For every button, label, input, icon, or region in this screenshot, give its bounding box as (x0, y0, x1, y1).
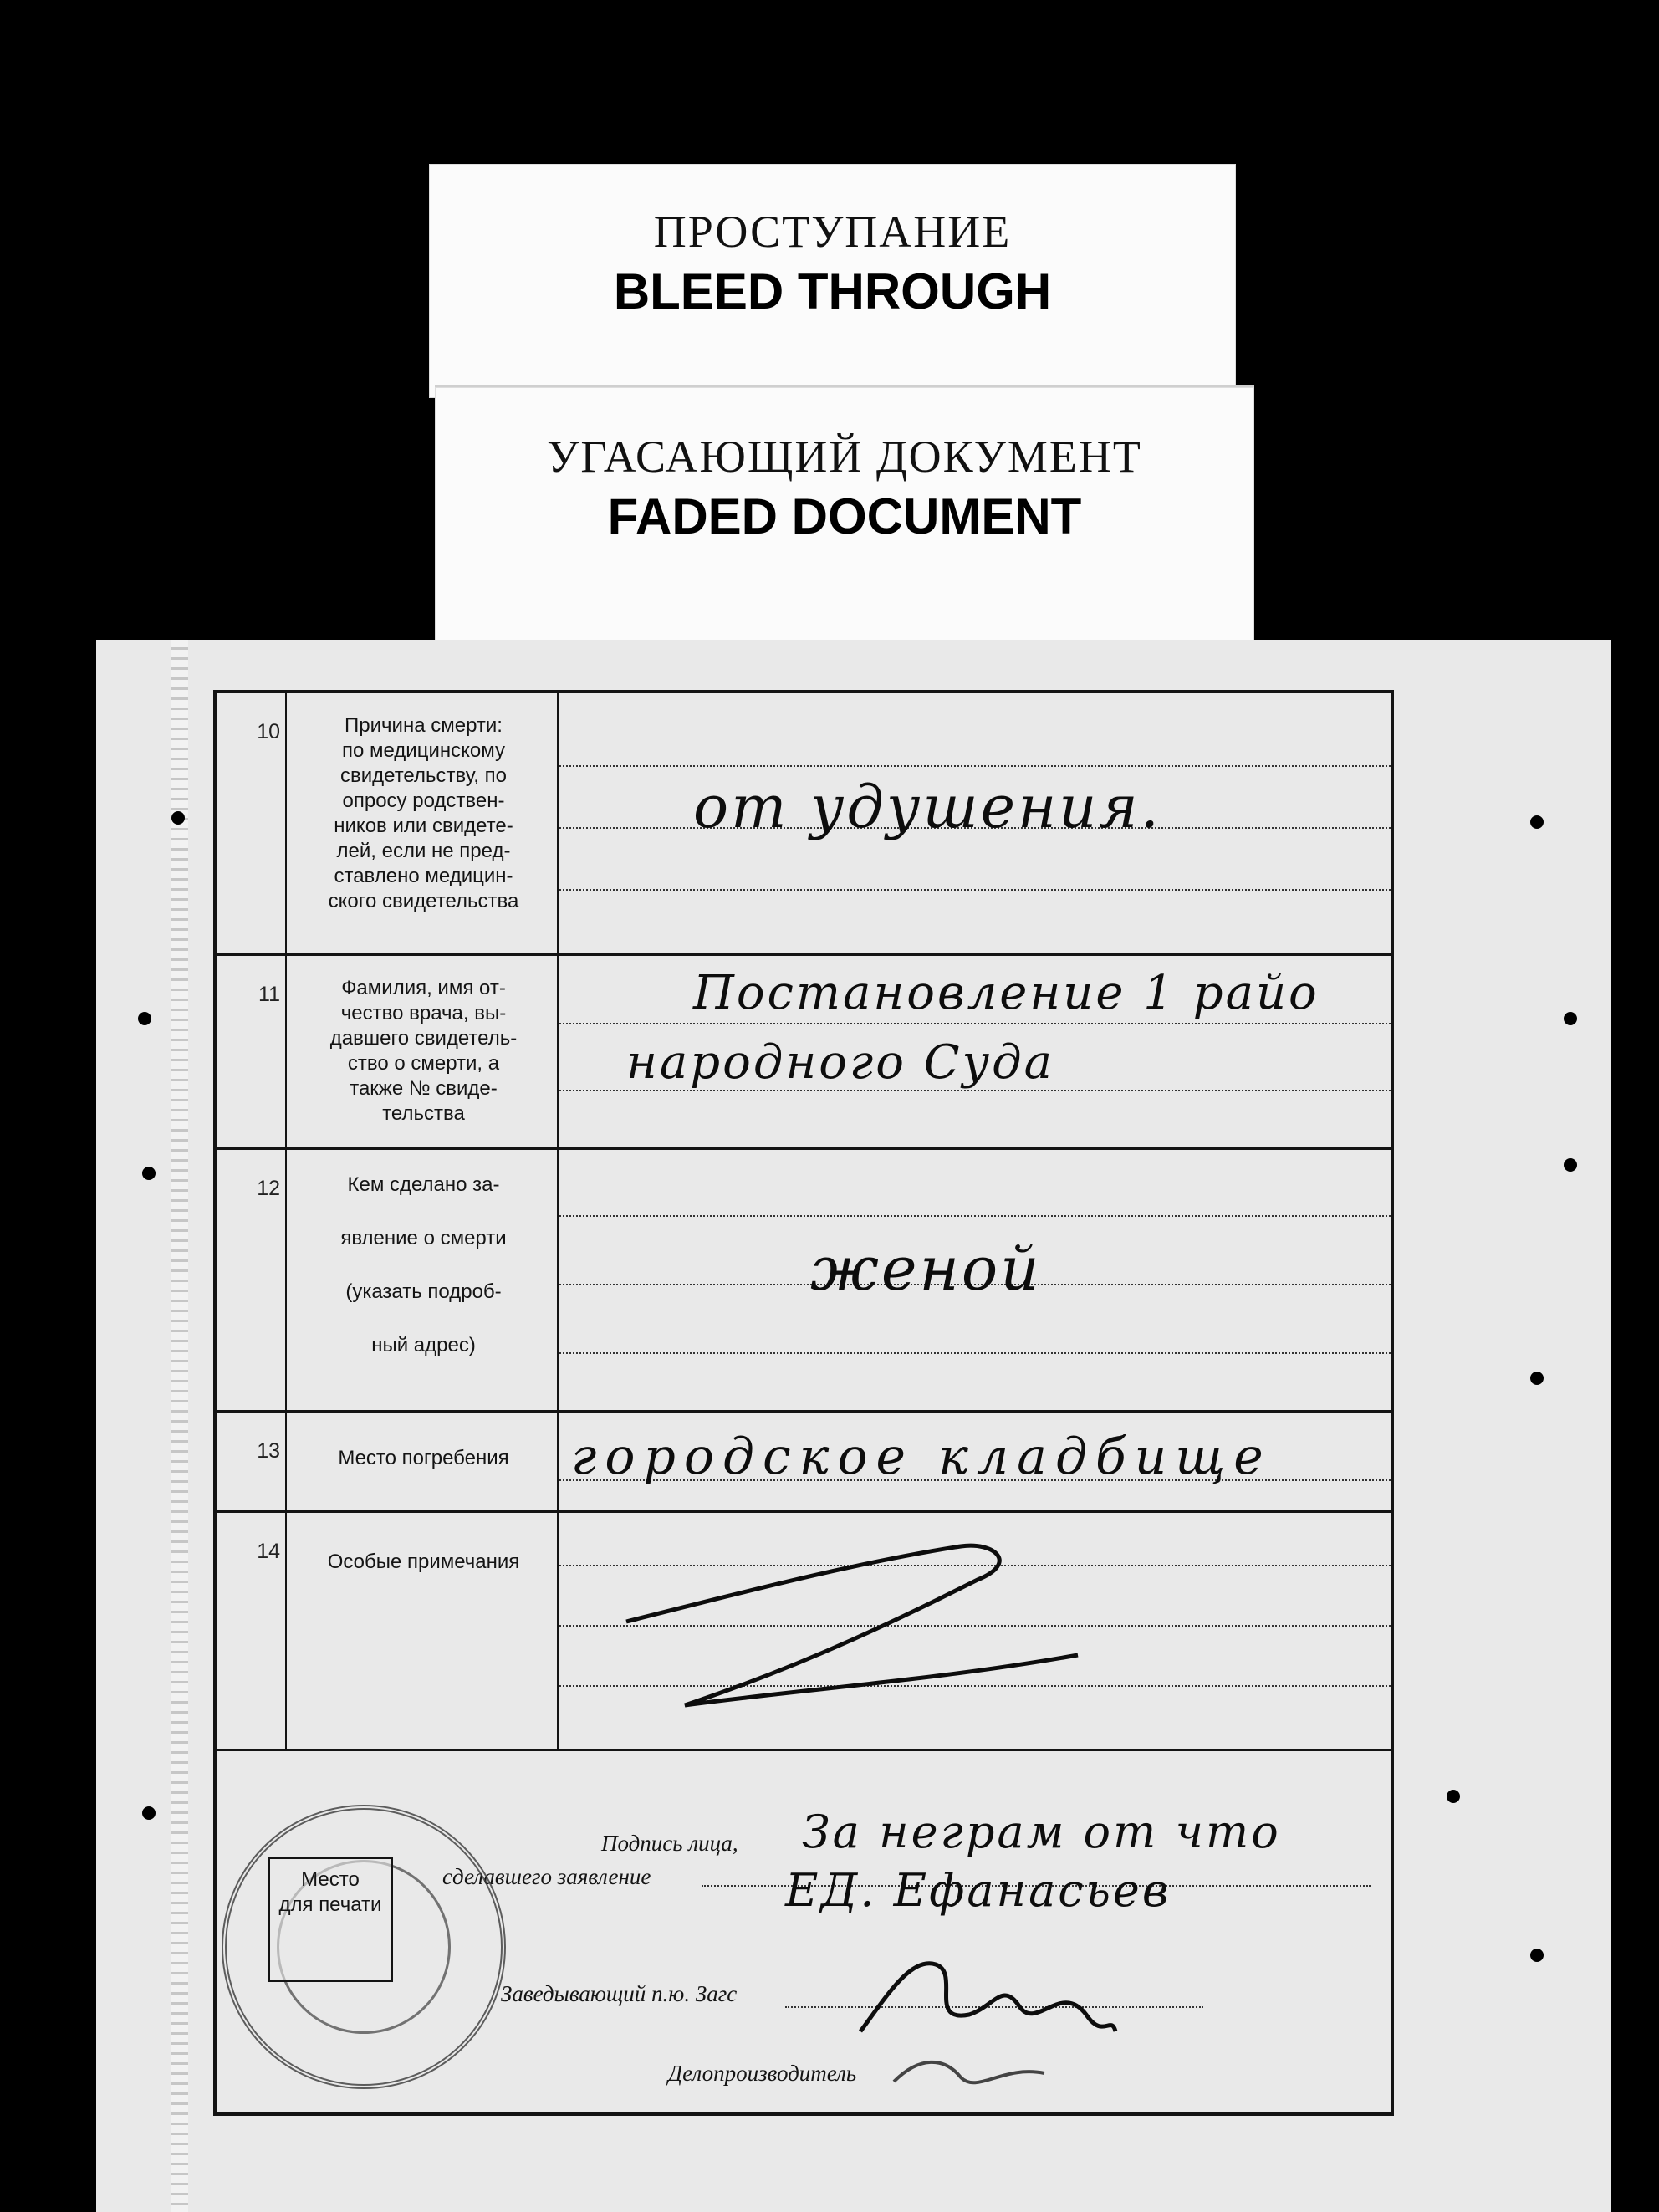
stamp-place-box: Место для печати (268, 1857, 393, 1982)
handwritten-text: народного Суда (626, 1035, 1054, 1090)
row-value (559, 956, 1391, 1147)
row-number: 11 (217, 956, 287, 1147)
clerk-signature (886, 2040, 1053, 2098)
row-label: Место погребения (287, 1413, 559, 1510)
row-value (559, 1150, 1391, 1410)
binding-hole (171, 811, 185, 825)
binding-hole (1564, 1158, 1577, 1172)
form-row-cause-of-death (217, 693, 1391, 956)
clerk-label: Делопроизводитель (668, 2061, 857, 2086)
cancellation-stroke (559, 1513, 1396, 1751)
form-row-burial-place (217, 1413, 1391, 1513)
binding-hole (1564, 1012, 1577, 1025)
declarant-signature-label: сделавшего заявление (442, 1864, 651, 1889)
row-value (559, 693, 1391, 953)
row-number: 10 (217, 693, 287, 953)
row-label: Кем сделано за- явление о смерти (указать подроб- ный адрес) (287, 1150, 559, 1410)
perforated-edge (171, 640, 188, 2212)
handwritten-text: Постановление 1 райо (693, 966, 1320, 1020)
form-row-declarant (217, 1150, 1391, 1413)
card-title-ru: ПРОСТУПАНИЕ (653, 207, 1012, 257)
row-number: 14 (217, 1513, 287, 1749)
binding-hole (1530, 1372, 1544, 1385)
card-title-en: FADED DOCUMENT (607, 488, 1082, 544)
row-number: 13 (217, 1413, 287, 1510)
form-row-doctor (217, 956, 1391, 1150)
binding-hole (1447, 1790, 1460, 1803)
bleed-through-card (429, 164, 1236, 398)
binding-hole (142, 1806, 156, 1820)
form-row-remarks (217, 1513, 1391, 1751)
row-value (559, 1413, 1391, 1510)
registry-head-label: Заведывающий п.ю. Загс (501, 1981, 738, 2006)
handwritten-text: женой (810, 1234, 1042, 1304)
binding-hole (138, 1012, 151, 1025)
declarant-signature: ЕД. Ефанасьев (785, 1864, 1172, 1917)
handwritten-text: городское кладбище (571, 1428, 1272, 1486)
handwritten-text: от удушения. (693, 773, 1161, 841)
row-label: Особые примечания (287, 1513, 559, 1749)
binding-hole (1530, 815, 1544, 829)
row-value (559, 1513, 1391, 1749)
declarant-signature: За неграм от что (802, 1806, 1281, 1858)
faded-document-card (435, 385, 1254, 642)
declarant-signature-label: Подпись лица, (601, 1831, 738, 1856)
binding-hole (1530, 1949, 1544, 1962)
row-label: Фамилия, имя от- чество врача, вы- давшего свидетель- ство о смерти, а также № свиде- тельства (287, 956, 559, 1147)
binding-hole (142, 1167, 156, 1180)
row-number: 12 (217, 1150, 287, 1410)
card-title-en: BLEED THROUGH (613, 263, 1052, 319)
card-title-ru: УГАСАЮЩИЙ ДОКУМЕНТ (547, 432, 1142, 482)
row-label: Причина смерти: по медицинскому свидетельству, по опросу родствен- ников или свидете- лей, если не пред- ставлено медицин- ского свидетельства (287, 693, 559, 953)
